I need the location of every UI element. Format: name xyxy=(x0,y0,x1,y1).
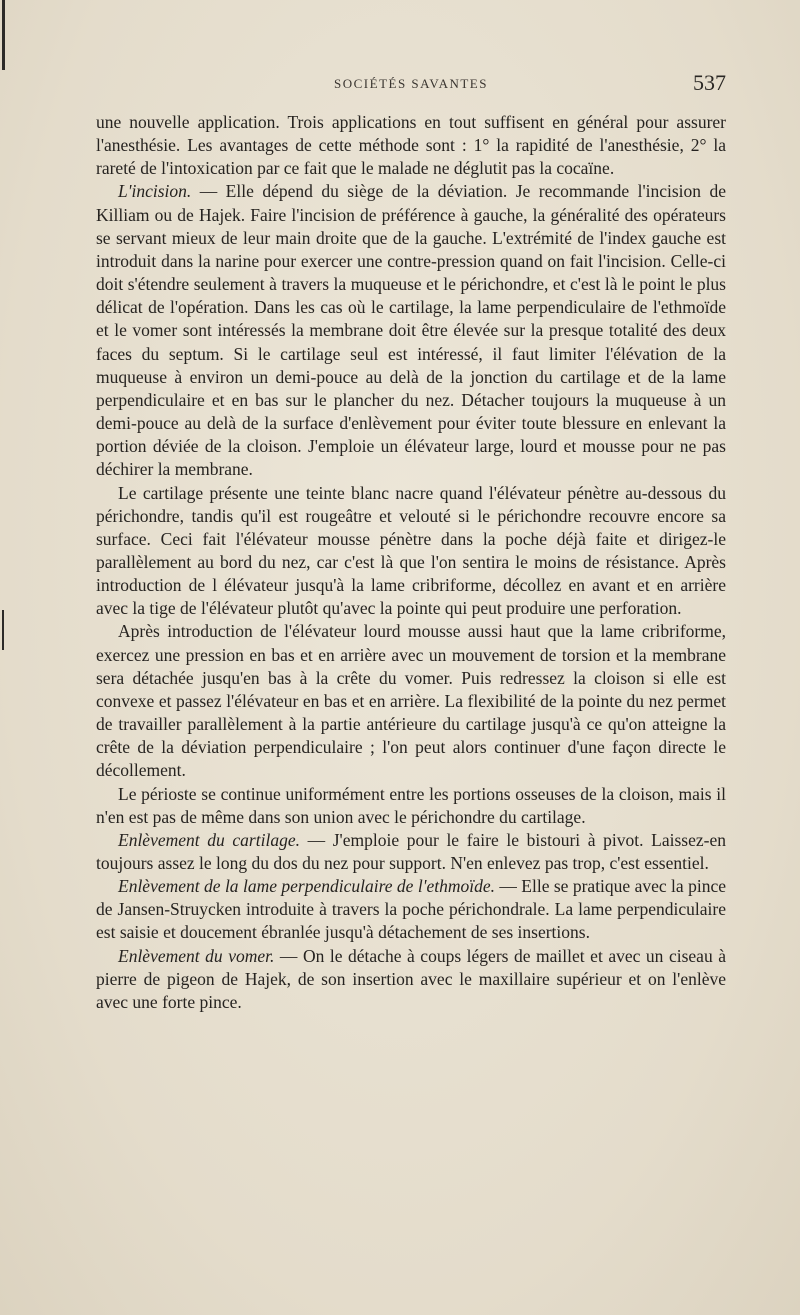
paragraph-text: Après introduction de l'élévateur lourd mousse aussi haut que la lame cribriforme, exercez une pression en bas et en arrière avec un mouvement de torsion et la membrane sera détachée jusqu'en bas à la crête du vomer. Puis redressez la cloison si elle est convexe et passez l'élévateur en bas et en arrière. La flexibilité de la pointe du nez permet de travailler parallèlement à la partie antérieure du cartilage jusqu'à ce qu'on atteigne la crête de la déviation perpendiculaire ; l'on peut alors continuer d'une façon directe le décollement. xyxy=(96,621,726,781)
paragraph xyxy=(96,482,726,621)
paragraph xyxy=(96,875,726,944)
section-heading: Enlèvement de la lame perpendiculaire de l'ethmoïde. xyxy=(118,876,495,897)
section-heading: Enlèvement du cartilage. xyxy=(118,829,300,850)
paragraph xyxy=(96,783,726,829)
paragraph-text: Le périoste se continue uniformément entre les portions osseuses de la cloison, mais il n'en est pas de même dans son union avec le périchondre du cartilage. xyxy=(96,783,726,827)
page-header xyxy=(96,70,726,100)
section-heading: Enlèvement du vomer. xyxy=(118,945,275,966)
paragraph xyxy=(96,180,726,481)
paragraph-text: Le cartilage présente une teinte blanc nacre quand l'élévateur pénètre au-dessous du périchondre, tandis qu'il est rougeâtre et velouté si le périchondre recouvre encore sa surface. Ceci fait l'élévateur mousse pénètre dans la poche déjà faite et dirigez-le parallèlement au bord du nez, car c'est là que l'on sentira le moins de résistance. Après introduction de l élévateur jusqu'à la lame cribriforme, décollez en avant et en arrière avec la tige de l'élévateur plutôt qu'avec la pointe qui peut produire une perforation. xyxy=(96,482,726,619)
paragraph-text: — On le détache à coups légers de maillet et avec un ciseau à pierre de pigeon de Hajek, de son insertion avec le maxillaire supérieur et on l'enlève avec une forte pince. xyxy=(96,945,726,1012)
paragraph xyxy=(96,829,726,875)
scan-edge-mark xyxy=(2,0,5,70)
paragraph-text: — Elle dépend du siège de la déviation. Je recommande l'incision de Killiam ou de Hajek. Faire l'incision de préférence à gauche, la généralité des opérateurs se servant mieux de leur main droite que de la gauche. L'extrémité de l'index gauche est introduit dans la narine pour exercer une contre-pression quand on fait l'incision. Celle-ci doit s'étendre seulement à travers la muqueuse et le périchondre, et c'est là le point le plus délicat de l'opération. Dans les cas où le cartilage, la lame perpendiculaire de l'ethmoïde et le vomer sont intéressés la membrane doit être élevée sur la presque totalité des deux faces du septum. Si le cartilage seul est intéressé, il faut limiter l'élévation de la muqueuse à environ un demi-pouce au delà de la jonction du cartilage et de la lame perpendiculaire et en bas sur le plancher du nez. Détacher toujours la muqueuse à un demi-pouce au delà de la surface d'enlèvement pour éviter toute blessure en enlevant la portion déviée de la cloison. J'emploie un élévateur large, lourd et mousse pour ne pas déchirer la membrane. xyxy=(96,181,726,480)
page-number: 537 xyxy=(693,70,726,95)
body-text xyxy=(96,111,726,1014)
paragraph xyxy=(96,111,726,180)
section-heading: L'incision. xyxy=(118,181,192,202)
paragraph xyxy=(96,620,726,782)
scan-edge-mark xyxy=(2,610,4,650)
running-head: SOCIÉTÉS SAVANTES xyxy=(334,76,488,91)
paragraph xyxy=(96,945,726,1014)
paragraph-text: — Elle se pratique avec la pince de Jansen-Struycken introduite à travers la poche périchondrale. La lame perpendiculaire est saisie et doucement ébranlée jusqu'à détachement de ses insertions. xyxy=(96,876,726,943)
paragraph-text: une nouvelle application. Trois applications en tout suffisent en général pour assurer l'anesthésie. Les avantages de cette méthode sont : 1° la rapidité de l'anesthésie, 2° la rareté de l'intoxication par ce fait que le malade ne déglutit pas la cocaïne. xyxy=(96,112,726,179)
paragraph-text: — J'emploie pour le faire le bistouri à pivot. Laissez-en toujours assez le long du dos du nez pour support. N'en enlevez pas trop, c'est essentiel. xyxy=(96,829,726,873)
